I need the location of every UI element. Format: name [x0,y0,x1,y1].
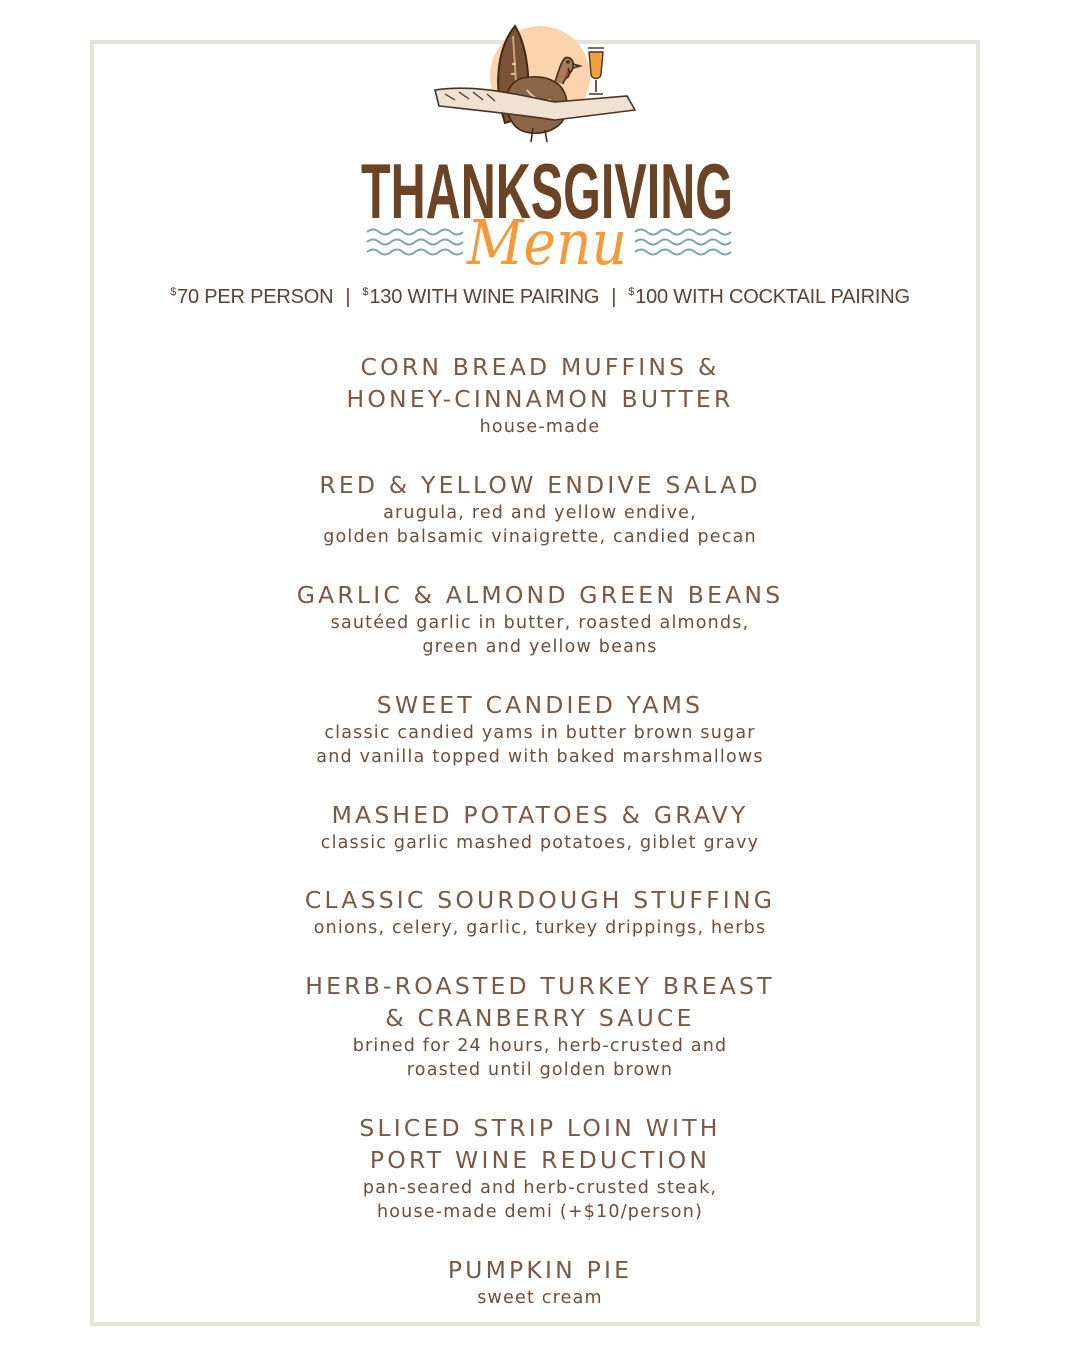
price-separator: | [345,286,351,308]
menu-title: THANKSGIVING [361,147,733,235]
course-item [90,799,990,856]
course-description: pan-seared and herb-crusted steak, house-made demi (+$10/person) [362,1177,718,1222]
currency-symbol: $ [628,286,635,298]
course-title: SWEET CANDIED YAMS [376,690,704,719]
course-title: HERB-ROASTED TURKEY BREAST & CRANBERRY SAUCE [305,971,775,1032]
pricing-line [90,286,990,309]
course-item [90,689,990,770]
course-description: house-made [479,417,601,437]
menu-subtitle: Menu [466,206,627,279]
price-wine-pairing: $130 WITH WINE PAIRING [362,286,600,308]
course-item [90,1112,990,1225]
course-title: SLICED STRIP LOIN WITH PORT WINE REDUCTION [359,1113,721,1174]
course-description: sweet cream [477,1287,603,1308]
course-title: RED & YELLOW ENDIVE SALAD [319,470,761,499]
thanksgiving-menu-logo [355,18,740,280]
course-title: CLASSIC SOURDOUGH STUFFING [304,886,776,914]
price-separator: | [611,286,617,308]
course-description: arugula, red and yellow endive, golden balsamic vinaigrette, candied pecan [323,502,757,547]
course-description: sautéed garlic in butter, roasted almonds, green and yellow beans [330,612,750,657]
wine-glass-icon [588,48,604,94]
course-item [90,351,990,440]
currency-symbol: $ [362,286,369,298]
course-item [90,970,990,1083]
course-description: classic candied yams in butter brown sugar and vanilla topped with baked marshmallows [316,722,764,767]
price-cocktail-pairing: $100 WITH COCKTAIL PAIRING [628,286,910,308]
course-item [90,469,990,550]
course-title: PUMPKIN PIE [447,1255,633,1284]
course-title: MASHED POTATOES & GRAVY [331,800,749,829]
course-title: CORN BREAD MUFFINS & HONEY-CINNAMON BUTTER [346,353,734,413]
currency-symbol: $ [170,286,177,298]
price-per-person: $70 PER PERSON [170,286,334,308]
course-list [90,351,990,1310]
course-item [90,1254,990,1311]
course-item [90,579,990,660]
course-item [90,884,990,941]
course-description: brined for 24 hours, herb-crusted and roasted until golden brown [352,1035,728,1080]
course-title: GARLIC & ALMOND GREEN BEANS [296,580,784,609]
course-description: classic garlic mashed potatoes, giblet gravy [320,832,760,853]
course-description: onions, celery, garlic, turkey drippings, herbs [313,918,767,938]
